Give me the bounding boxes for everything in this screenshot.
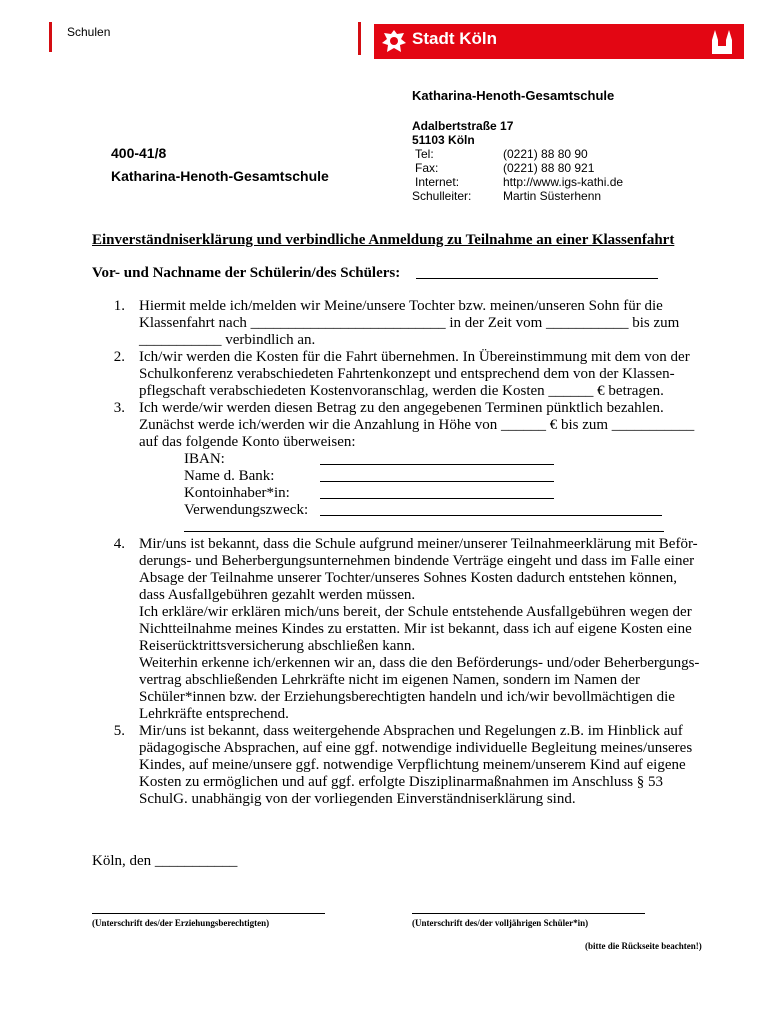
contact-value: http://www.igs-kathi.de — [503, 175, 624, 189]
logo-text: Stadt Köln — [412, 29, 497, 48]
signature-label-guardian: (Unterschrift des/der Erziehungsberechtigten) — [92, 918, 270, 928]
item-number: 1. — [113, 298, 125, 314]
item-line: Kosten zu ermöglichen und auf ggf. erfolgte Disziplinarmaßnahmen im Anschluss § 53 — [139, 774, 664, 790]
city-crest-icon — [380, 28, 408, 56]
document-title: Einverständniserklärung und verbindliche Anmeldung zu Teilnahme an einer Klassenfahrt — [92, 232, 675, 248]
item-line: Schüler*innen bzw. der Erziehungsberechtigten handeln und ich/wir bevollmächtigen die — [139, 689, 675, 705]
contact-label: Fax: — [415, 161, 439, 175]
purpose-field[interactable] — [320, 515, 662, 516]
account-holder-label: Kontoinhaber*in: — [184, 485, 290, 501]
item-number: 2. — [113, 349, 125, 365]
purpose-field-continued[interactable] — [184, 531, 664, 532]
student-name-field[interactable] — [416, 278, 658, 279]
bank-name-field[interactable] — [320, 481, 554, 482]
item-line: Klassenfahrt nach __________________________ in der Zeit vom ___________ bis zum — [139, 315, 680, 331]
street-address: Adalbertstraße 17 — [412, 119, 514, 133]
contact-value: (0221) 88 80 90 — [503, 147, 588, 161]
item-line: vertrag abschließenden Lehrkräfte nicht im eigenen Namen, sondern im Namen der — [139, 672, 641, 688]
item-line: Schulkonferenz verabschiedeten Fahrtenkonzept und entsprechend dem von der Klassen- — [139, 366, 675, 382]
item-line: pflegschaft verabschiedeten Kostenvoranschlag, werden die Kosten ______ € betragen. — [139, 383, 664, 399]
item-number: 4. — [113, 536, 125, 552]
contact-row — [412, 147, 692, 161]
contact-label: Schulleiter: — [412, 189, 472, 203]
item-line: Ich werde/wir werden diesen Betrag zu den angegebenen Terminen pünktlich bezahlen. — [139, 400, 664, 416]
left-accent-bar — [49, 22, 52, 52]
account-holder-field[interactable] — [320, 498, 554, 499]
contact-label: Internet: — [415, 175, 460, 189]
item-number: 5. — [113, 723, 125, 739]
bank-name-label: Name d. Bank: — [184, 468, 275, 484]
item-number: 3. — [113, 400, 125, 416]
school-name-left: Katharina-Henoth-Gesamtschule — [111, 168, 329, 184]
item-line: Zunächst werde ich/werden wir die Anzahlung in Höhe von ______ € bis zum ___________ — [139, 417, 695, 433]
place-date-field[interactable]: Köln, den ___________ — [92, 853, 238, 869]
item-line: auf das folgende Konto überweisen: — [139, 434, 356, 450]
item-line: SchulG. unabhängig von der vorliegenden Einverständniserklärung sind. — [139, 791, 576, 807]
contact-label: Tel: — [415, 147, 434, 161]
item-line: Ich/wir werden die Kosten für die Fahrt übernehmen. In Übereinstimmung mit dem von der — [139, 349, 690, 365]
reference-number: 400-41/8 — [111, 145, 167, 161]
contact-row — [412, 161, 692, 175]
contact-row — [412, 175, 692, 189]
item-line: Weiterhin erkenne ich/erkennen wir an, dass die den Beförderungs- und/oder Beherbergungs- — [139, 655, 700, 671]
city-address: 51103 Köln — [412, 133, 475, 147]
contact-value: Martin Süsterhenn — [503, 189, 602, 203]
cathedral-icon — [708, 28, 736, 56]
purpose-label: Verwendungszweck: — [184, 502, 309, 518]
item-line: Kindes, auf meine/unsere ggf. notwendige Verpflichtung meinem/unserem Kind auf eigene — [139, 757, 686, 773]
logo-accent-bar — [358, 22, 361, 55]
item-line: Mir/uns ist bekannt, dass weitergehende Absprachen und Regelungen z.B. im Hinblick auf — [139, 723, 683, 739]
item-line: Reiserücktrittsversicherung abschließen kann. — [139, 638, 416, 654]
signature-line-student[interactable] — [412, 913, 645, 914]
item-line: Mir/uns ist bekannt, dass die Schule aufgrund meiner/unserer Teilnahmeerklärung mit Beför- — [139, 536, 698, 552]
item-line: ___________ verbindlich an. — [139, 332, 316, 348]
signature-label-student: (Unterschrift des/der volljährigen Schüler*in) — [412, 918, 589, 928]
signature-line-guardian[interactable] — [92, 913, 325, 914]
item-line: pädagogische Absprachen, auf eine ggf. notwendige individuelle Begleitung meines/unseres — [139, 740, 693, 756]
item-line: Lehrkräfte entsprechend. — [139, 706, 289, 722]
iban-label: IBAN: — [184, 451, 225, 467]
item-line: derungs- und Beherbergungsunternehmen bindende Verträge eingeht und dass im Falle einer — [139, 553, 695, 569]
student-name-label: Vor- und Nachname der Schülerin/des Schülers: — [92, 265, 401, 281]
item-line: Nichtteilnahme meines Kindes zu erstatten. Mir ist bekannt, dass ich auf eigene Kosten eine — [139, 621, 692, 637]
section-label: Schulen — [67, 25, 111, 39]
item-line: dass Ausfallgebühren gezahlt werden müssen. — [139, 587, 416, 603]
contact-value: (0221) 88 80 921 — [503, 161, 595, 175]
iban-field[interactable] — [320, 464, 554, 465]
item-line: Absage der Teilnahme unserer Tochter/unseres Sohnes Kosten dadurch entstehen können, — [139, 570, 678, 586]
footer-note: (bitte die Rückseite beachten!) — [585, 941, 702, 951]
stadt-koeln-logo — [374, 24, 744, 59]
contact-row — [412, 189, 692, 203]
contact-table — [412, 147, 692, 203]
item-line: Ich erkläre/wir erklären mich/uns bereit, der Schule entstehende Ausfallgebühren wegen der — [139, 604, 692, 620]
school-name-right: Katharina-Henoth-Gesamtschule — [412, 88, 615, 103]
item-line: Hiermit melde ich/melden wir Meine/unsere Tochter bzw. meinen/unseren Sohn für die — [139, 298, 663, 314]
